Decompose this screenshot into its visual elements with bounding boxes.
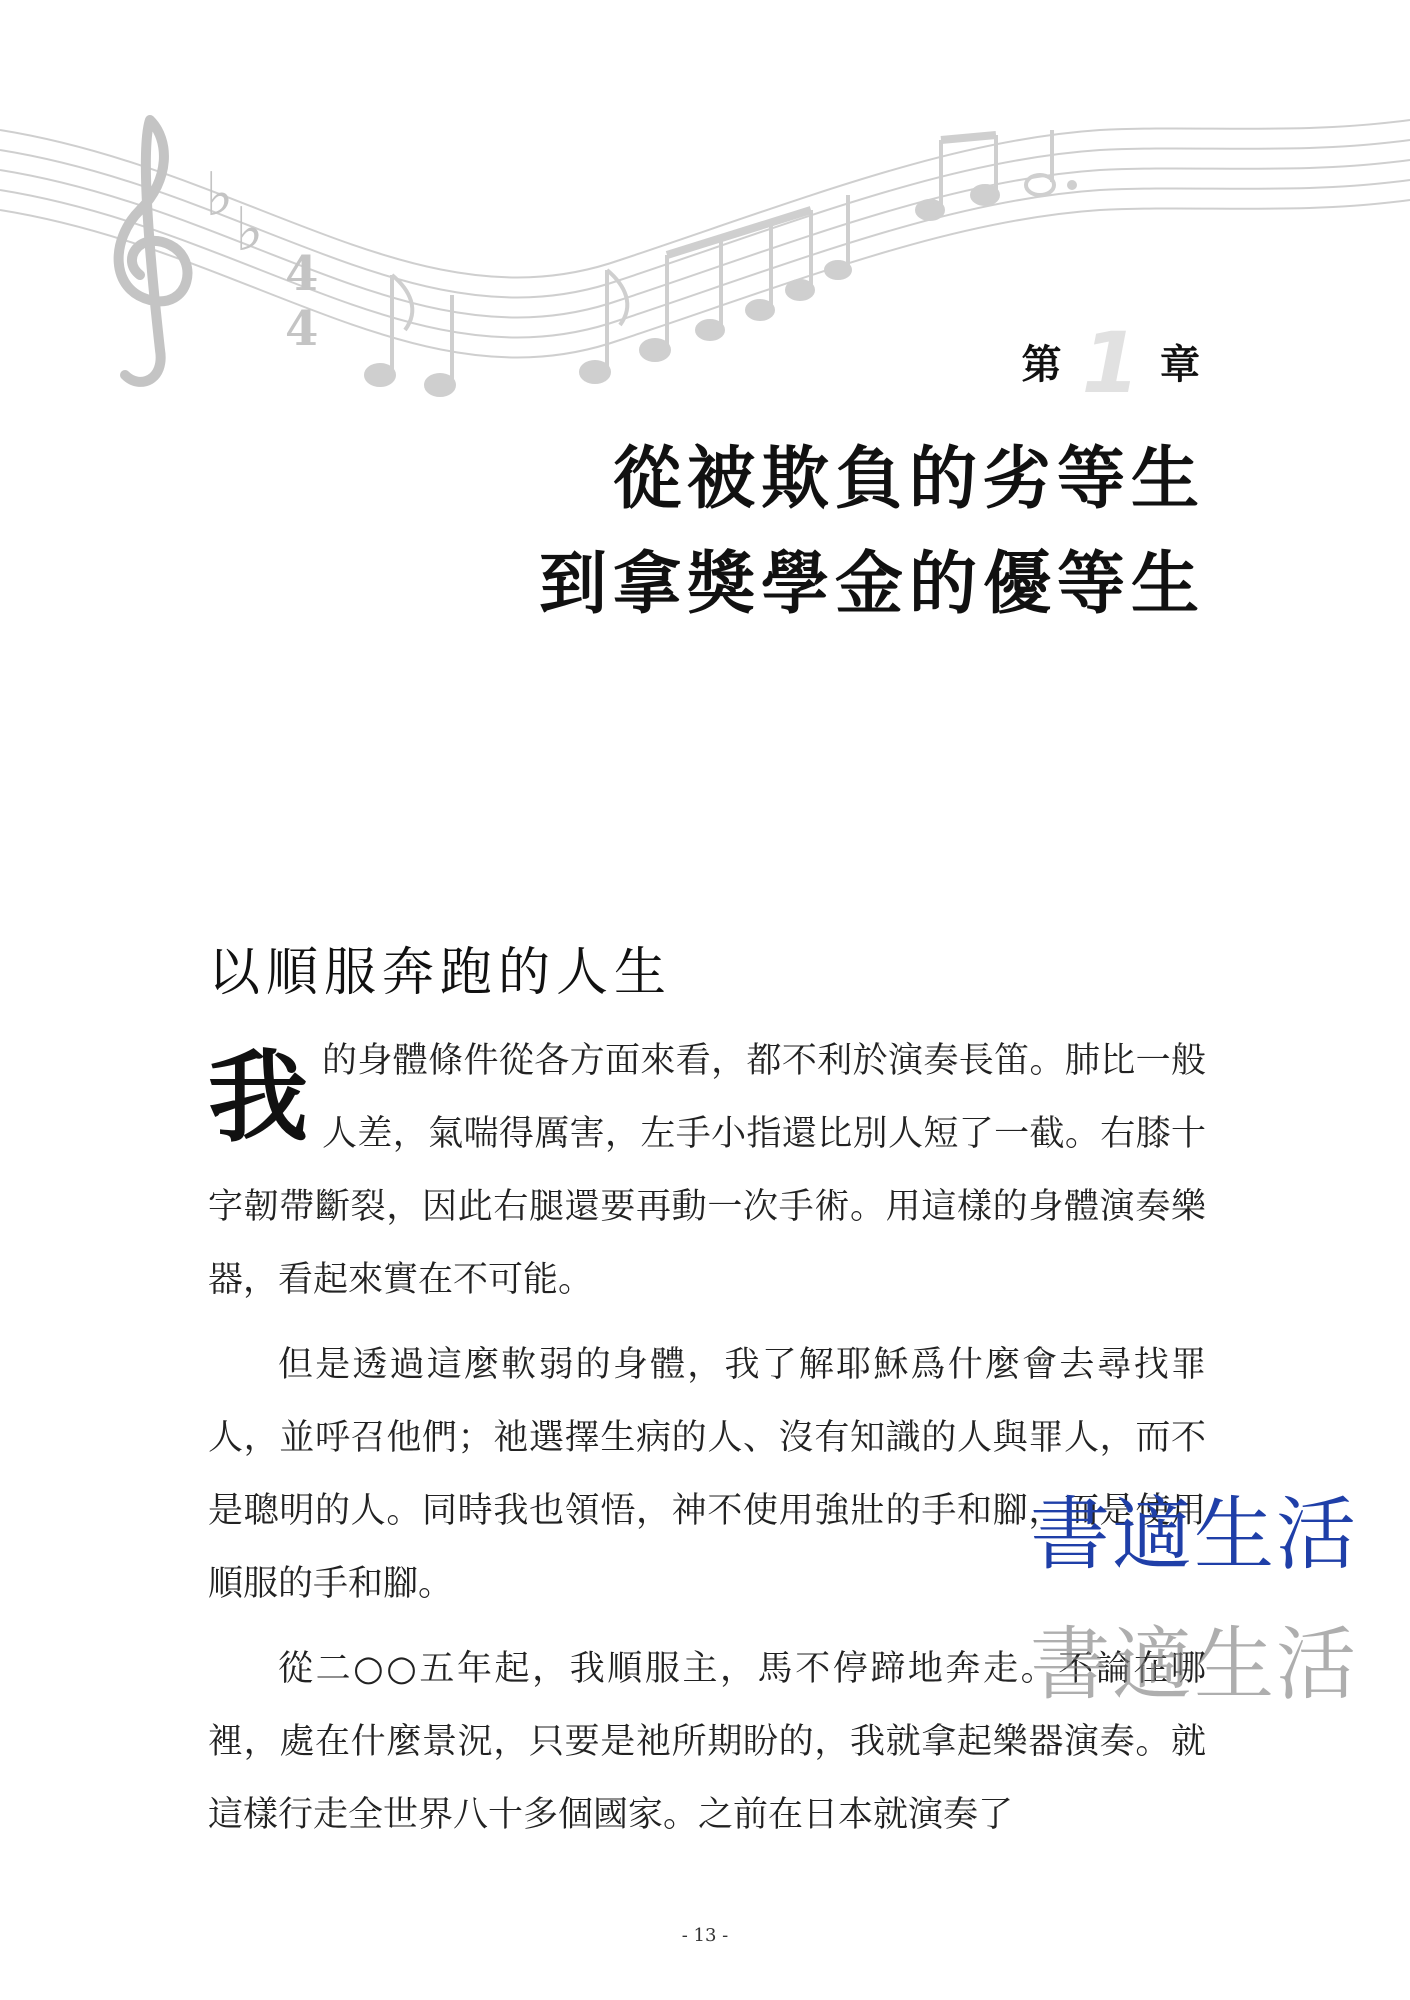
chapter-title-line-1: 從被欺負的劣等生 bbox=[612, 440, 1205, 519]
section-heading: 以順服奔跑的人生 bbox=[208, 943, 673, 1003]
chapter-title-line-2: 到拿獎學金的優等生 bbox=[538, 545, 1205, 624]
paragraph-2: 但是透過這麼軟弱的身體，我了解耶穌爲什麼會去尋找罪人，並呼召他們；祂選擇生病的人、沒有知識的人與罪人，而不是聰明的人。同時我也領悟，神不使用強壯的手和腳，而是使用順服的手和腳。 bbox=[208, 1345, 1206, 1604]
chapter-label bbox=[1021, 300, 1202, 412]
chapter-suffix: 章 bbox=[1160, 341, 1202, 388]
chapter-number: 1 bbox=[1081, 314, 1142, 412]
watermark-secondary: 書適生活 bbox=[1030, 1618, 1358, 1711]
page-number: - 13 - bbox=[681, 1925, 729, 1946]
svg-text:♭: ♭ bbox=[205, 160, 234, 230]
paragraph-3: 從二○○五年起，我順服主，馬不停蹄地奔走。不論在哪裡，處在什麼景況，只要是祂所期盼的，我就拿起樂器演奏。就這樣行走全世界八十多個國家。之前在日本就演奏了 bbox=[208, 1649, 1206, 1835]
body-text bbox=[208, 1025, 1206, 1864]
watermark-primary: 書適生活 bbox=[1030, 1488, 1358, 1581]
treble-clef-icon bbox=[119, 120, 188, 382]
paragraph-1-text: 的身體條件從各方面來看，都不利於演奏長笛。肺比一般人差，氣喘得厲害，左手小指還比別人短了一截。右膝十字韌帶斷裂，因此右腿還要再動一次手術。用這樣的身體演奏樂器，看起來實在不可能。 bbox=[208, 1041, 1206, 1300]
svg-text:4: 4 bbox=[285, 301, 319, 357]
paragraph-1 bbox=[208, 1025, 1206, 1317]
svg-text:♭: ♭ bbox=[235, 195, 264, 265]
drop-cap: 我 bbox=[208, 1038, 308, 1156]
svg-text:4: 4 bbox=[285, 246, 319, 302]
chapter-prefix: 第 bbox=[1021, 341, 1064, 388]
